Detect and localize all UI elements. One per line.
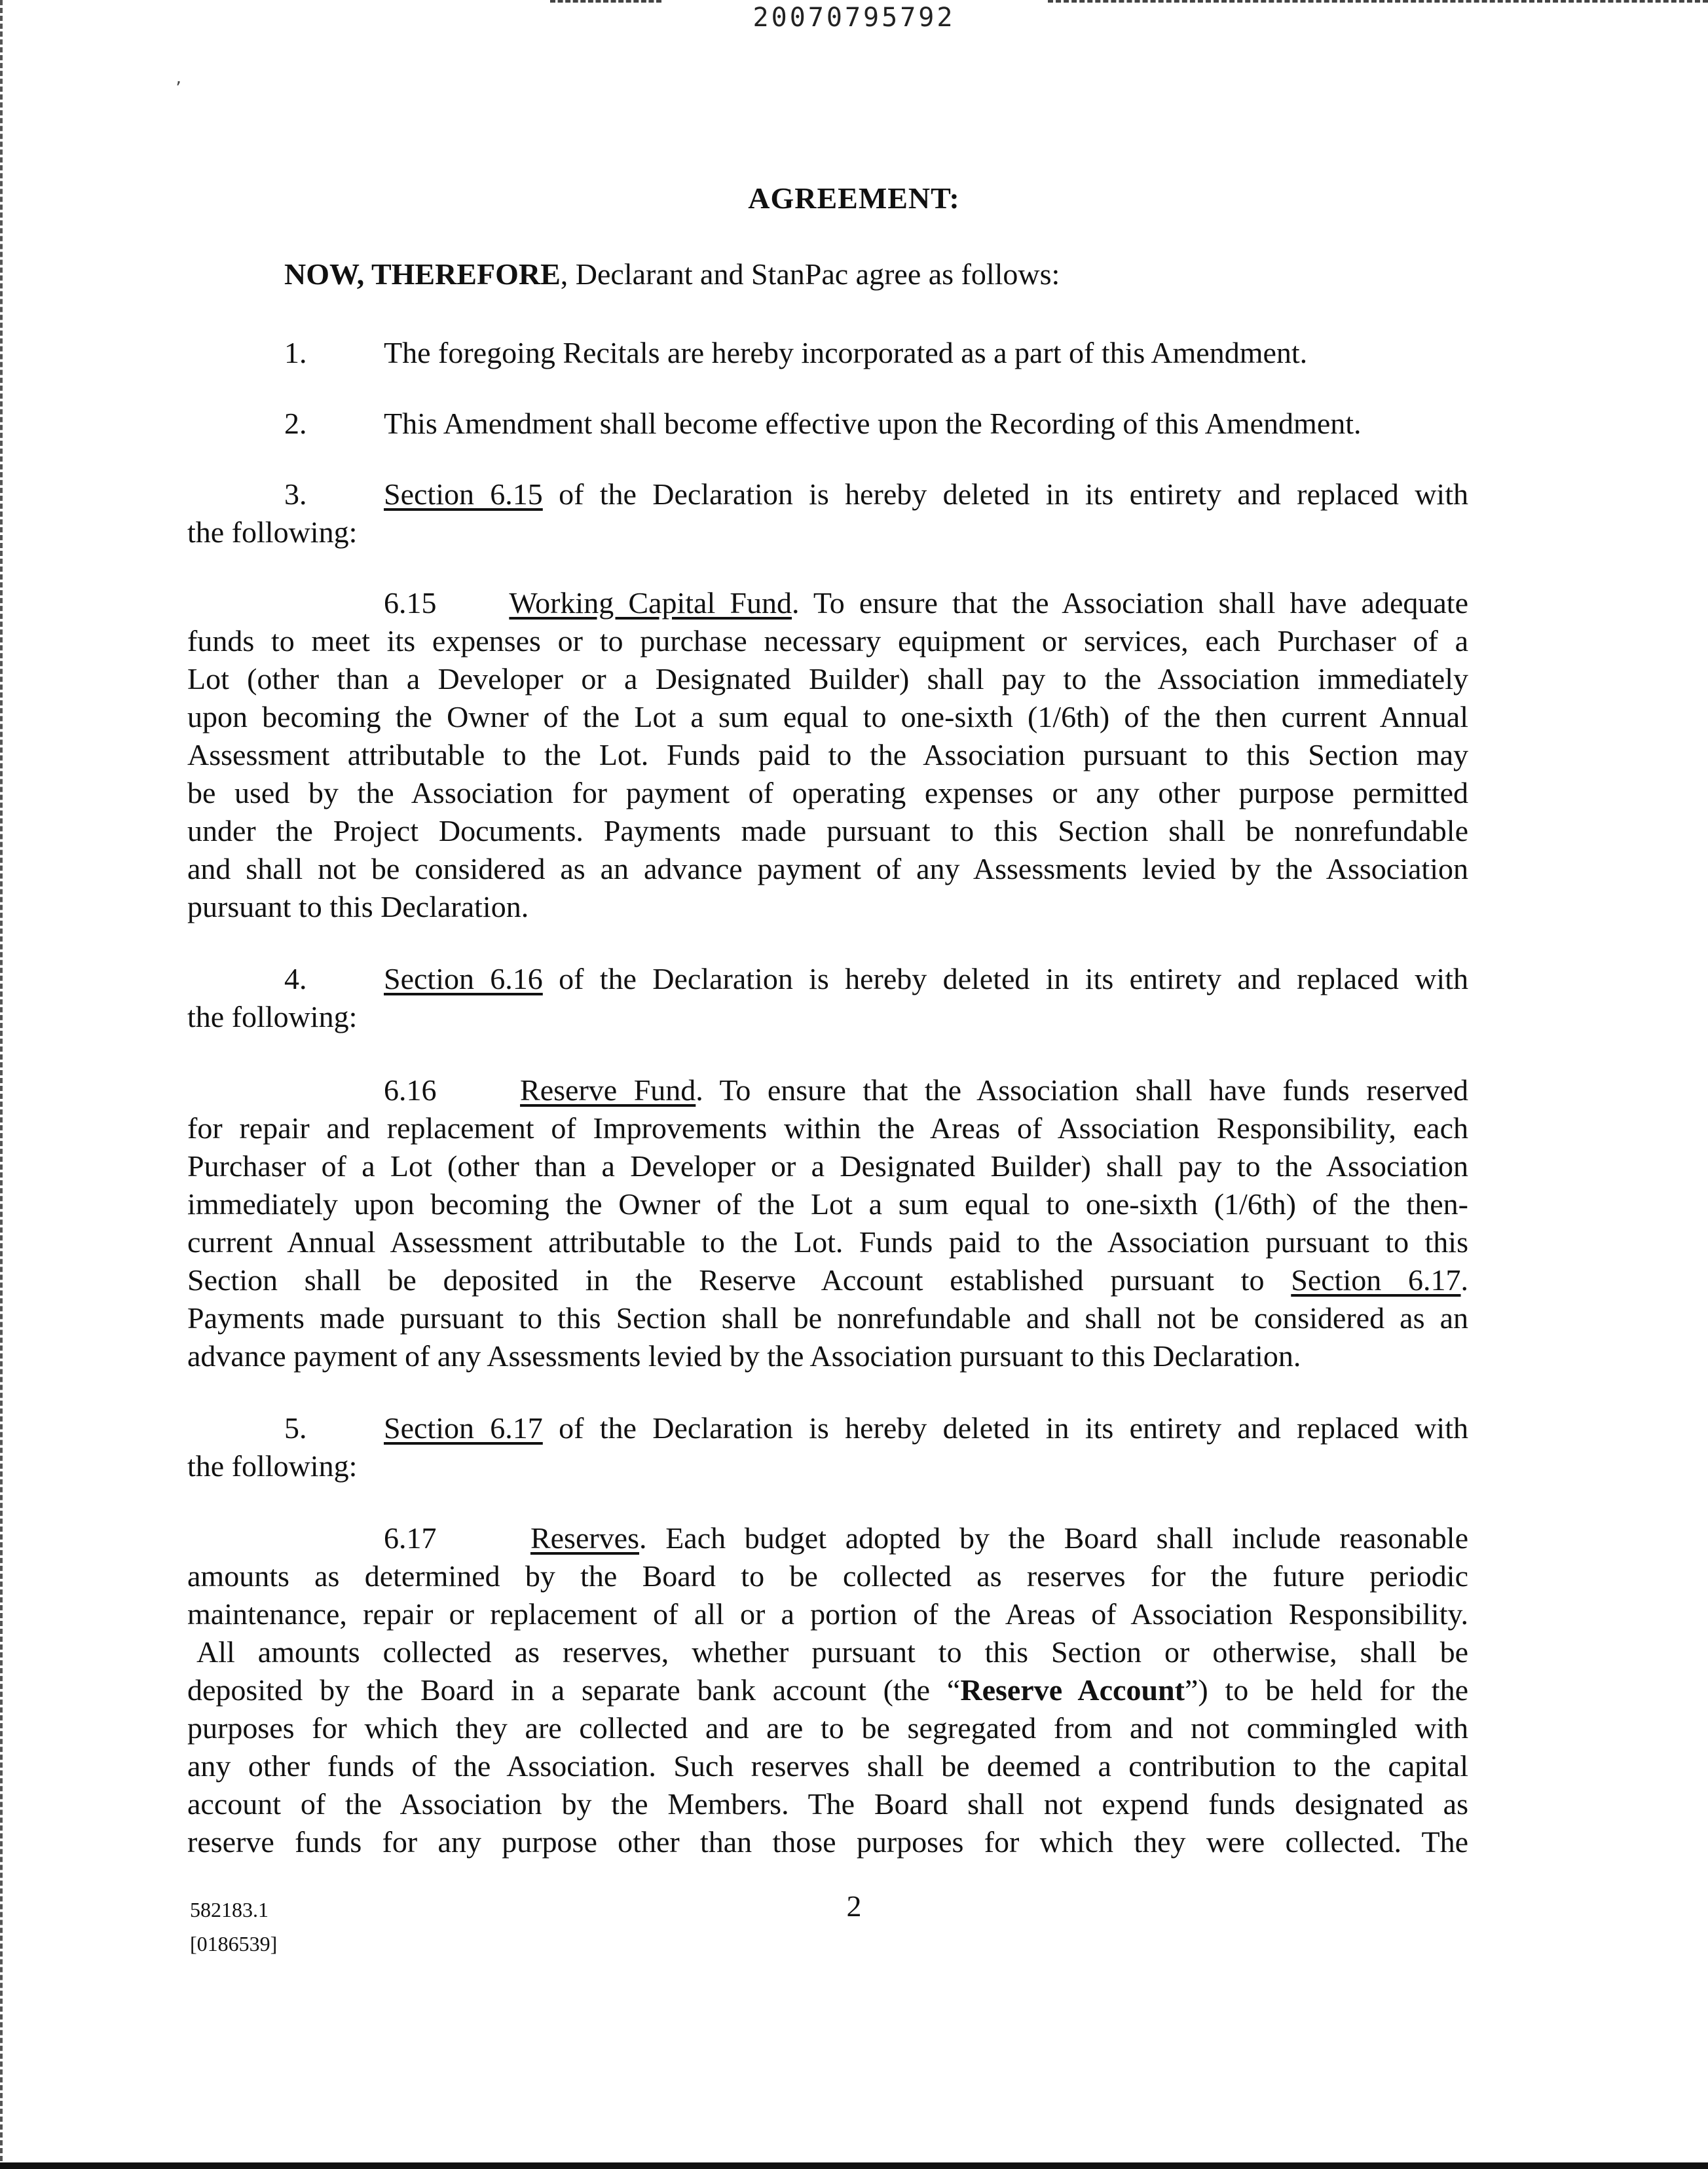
footer-doc-code: 582183.1 [190, 1898, 269, 1921]
recording-number: 20070795792 [752, 3, 956, 33]
item-text: The foregoing Recitals are hereby incorporated as a part of this Amendment. [384, 336, 1308, 369]
section-title: Reserve Fund [520, 1073, 696, 1107]
item-number: 5. [284, 1411, 307, 1445]
section-title: Working Capital Fund [509, 586, 792, 620]
section-title: Reserves [530, 1521, 639, 1555]
section-6-15: 6.15 Working Capital Fund. To ensure that the Association shall have adequate funds to meet its expenses or to purchase necessary equipment or services, each Purchaser of a Lot (other than a Developer or a Designated Builder) shall pay to the Association immediately upon becoming the Owner of the Lot a sum equal to one-sixth (1/6th) of the then current Annual Assessment attributable to the Lot. Funds paid to the Association pursuant to this Section may be used by the Association for payment of operating expenses or any other purpose permitted under the Project Documents. Payments made pursuant to this Section shall be nonrefundable and shall not be considered as an advance payment of any Assessments levied by the Association pursuant to this Declaration. [187, 586, 1468, 923]
section-reference-link[interactable]: Section 6.17 [384, 1411, 543, 1445]
scan-speck: ’ [176, 77, 181, 99]
item-text: Section 6.17 of the Declaration is hereby deleted in its entirety and replaced with [384, 1411, 1468, 1445]
scan-left-edge [0, 0, 3, 2169]
intro-text: , Declarant and StanPac agree as follows: [560, 257, 1060, 291]
defined-term: Reserve Account [960, 1673, 1185, 1707]
intro-bold: NOW, THEREFORE [284, 257, 561, 291]
section-number: 6.16 [384, 1073, 437, 1107]
item-text: This Amendment shall become effective upon the Recording of this Amendment. [384, 407, 1362, 440]
item-text: Section 6.15 of the Declaration is hereby deleted in its entirety and replaced with [384, 477, 1468, 511]
section-reference-link[interactable]: Section 6.17 [1291, 1263, 1461, 1297]
page-number: 2 [846, 1889, 862, 1923]
item-text-cont: the following: [187, 1000, 358, 1033]
section-reference-link[interactable]: Section 6.16 [384, 962, 543, 995]
agreement-heading: AGREEMENT: [748, 181, 960, 215]
section-number: 6.17 [384, 1521, 437, 1555]
item-text-cont: the following: [187, 515, 358, 549]
section-number: 6.15 [384, 586, 437, 620]
section-6-16: 6.16 Reserve Fund. To ensure that the Association shall have funds reserved for repair and replacement of Improvements within the Areas of Association Responsibility, each Purchaser of a Lot (other than a Developer or a Designated Builder) shall pay to the Association immediately upon becoming the Owner of the Lot a sum equal to one-sixth (1/6th) of the then- current Annual Assessment attributable to the Lot. Funds paid to the Association pursuant to this Section shall be deposited in the Reserve Account established pursuant to Section 6.17. Payments made pursuant to this Section shall be nonrefundable and shall not be considered as an advance payment of any Assessments levied by the Association pursuant to this Declaration. [187, 1073, 1469, 1373]
section-6-17: 6.17 Reserves. Each budget adopted by the Board shall include reasonable amounts as determined by the Board to be collected as reserves for the future periodic maintenance, repair or replacement of all or a portion of the Areas of Association Responsibility. All amounts collected as reserves, whether pursuant to this Section or otherwise, shall be deposited by the Board in a separate bank account (the “Reserve Account”) to be held for the purposes for which they are collected and are to be segregated from and not commingled with any other funds of the Association. Such reserves shall be deemed a contribution to the capital account of the Association by the Members. The Board shall not expend funds designated as reserve funds for any purpose other than those purposes for which they were collected. The [187, 1521, 1469, 1859]
scan-bottom-rule [0, 2162, 1708, 2169]
intro-paragraph [284, 255, 1060, 293]
item-text-cont: the following: [187, 1449, 358, 1483]
section-reference-link[interactable]: Section 6.15 [384, 477, 543, 511]
item-number: 2. [284, 407, 307, 440]
item-number: 3. [284, 477, 307, 511]
footer-client-code: [0186539] [190, 1932, 278, 1956]
item-text: Section 6.16 of the Declaration is hereby deleted in its entirety and replaced with [384, 962, 1468, 995]
item-number: 1. [284, 336, 307, 369]
item-number: 4. [284, 962, 307, 995]
